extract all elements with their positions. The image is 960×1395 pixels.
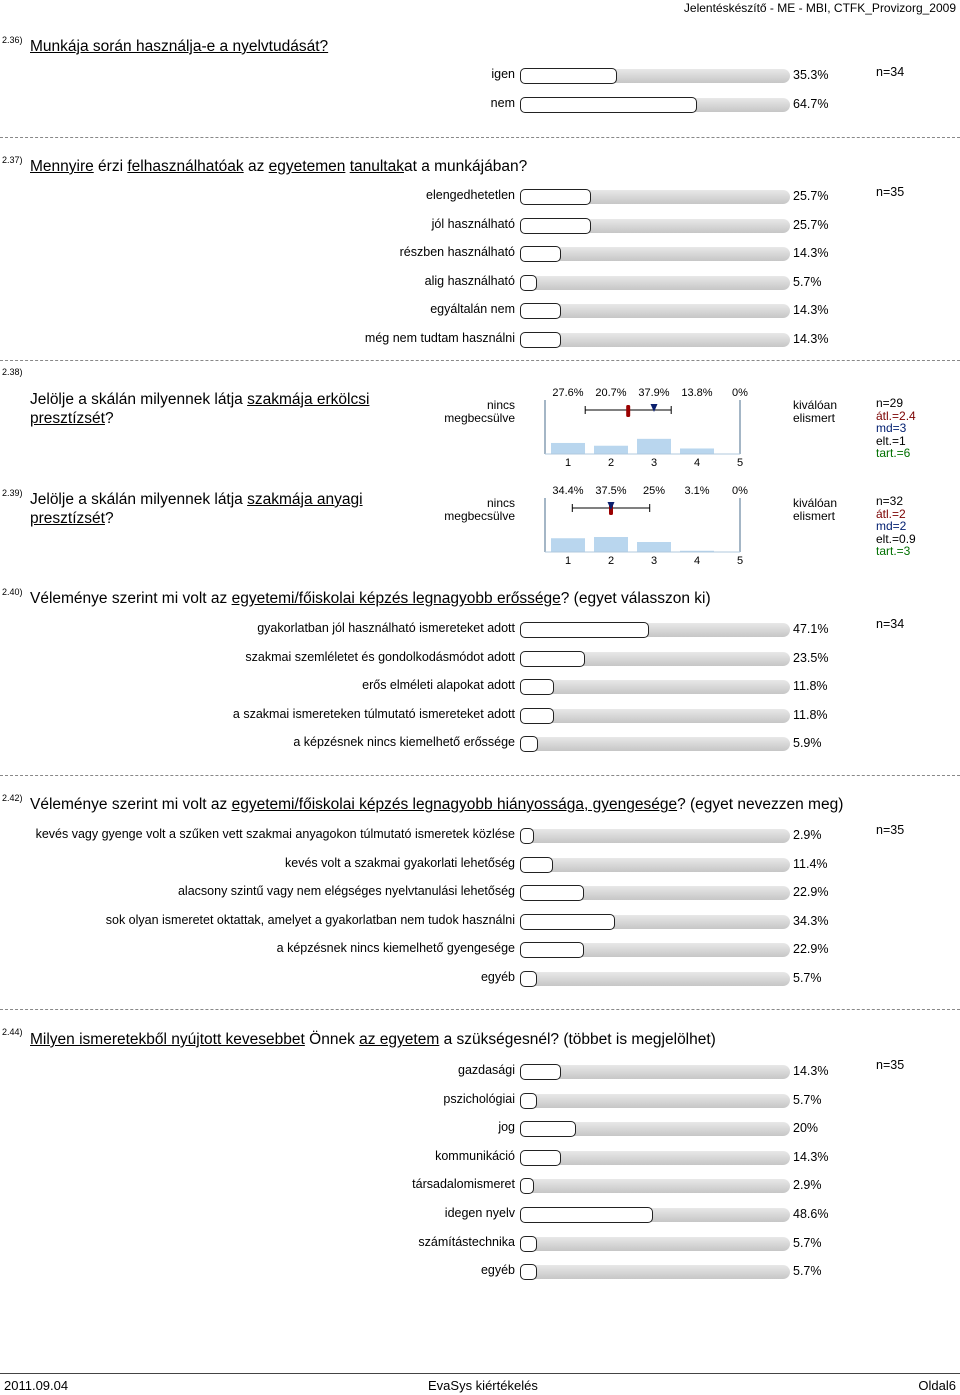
answer-percent: 2.9% [793,828,822,842]
answer-bar-fill [520,885,584,901]
answer-label: alig használható [424,273,515,288]
answer-label: szakmai szemléletet és gondolkodásmódot adott [245,649,515,664]
answer-bar-fill [520,1093,537,1109]
answer-percent: 11.8% [793,679,828,693]
answer-percent: 64.7% [793,97,829,111]
answer-percent: 5.7% [793,1264,822,1279]
scale-number: 5 [736,555,744,567]
answer-bar-track [520,1237,790,1251]
answer-percent: 5.7% [793,1092,822,1107]
answer-label: számítástechnika [418,1234,515,1249]
answer-bar-track [520,69,790,83]
answer-percent: 25.7% [793,217,829,232]
answer-bar-fill [520,68,617,84]
question-number: 2.37) [2,155,23,165]
answer-label: egyéb [480,970,515,984]
respondent-count: n=35 [876,185,905,199]
answer-label: társadalomismeret [412,1177,515,1192]
answer-percent: 5.7% [793,274,822,289]
answer-bar-track [520,623,790,637]
respondent-count: n=35 [876,823,905,837]
answer-label: egyáltalán nem [430,302,515,316]
question-number: 2.40) [2,587,23,597]
answer-bar-fill [520,275,537,291]
answer-bar-track [520,943,790,957]
answer-percent: 14.3% [793,331,829,346]
answer-bar-fill [520,303,561,319]
answer-label: jól használható [431,216,515,231]
histogram-percent: 0% [732,387,748,399]
answer-label: kevés volt a szakmai gyakorlati lehetőség [285,855,515,870]
scale-number: 3 [650,457,658,469]
scale-histogram [540,382,760,470]
histogram-percent: 25% [642,485,666,497]
answer-percent: 14.3% [793,1149,829,1164]
answer-bar-track [520,680,790,694]
answer-label: részben használható [399,245,515,259]
histogram-percent: 37.5% [595,485,627,497]
question-title: Jelölje a skálán milyennek látja szakmája erkölcsi presztízsét? [30,391,370,427]
answer-bar-fill [520,1178,534,1194]
answer-bar-track [520,1179,790,1193]
answer-bar-fill [520,1264,537,1280]
answer-label: erős elméleti alapokat adott [362,678,515,692]
scale-number: 2 [607,555,615,567]
answer-bar-track [520,1208,790,1222]
answer-bar-track [520,304,790,318]
histogram-bar [594,537,628,552]
answer-bar-track [520,1122,790,1136]
answer-label: jog [498,1120,515,1135]
histogram-percent: 3.1% [684,485,710,497]
histogram-bar [680,448,714,454]
separator [0,137,960,138]
answer-label: elengedhetetlen [426,188,515,202]
answer-label: alacsony szintű vagy nem elégséges nyelvtanulási lehetőség [177,884,515,899]
respondent-count: n=35 [876,1058,905,1072]
separator [0,360,960,361]
scale-left-label: nincs megbecsülve [444,398,515,425]
answer-label: kevés vagy gyenge volt a szűken vett szakmai anyagokon túlmutató ismeretek közlése [35,827,515,841]
answer-percent: 14.3% [793,1064,829,1078]
answer-percent: 35.3% [793,68,829,82]
answer-bar-fill [520,1064,561,1080]
answer-label: sok olyan ismeretet oktattak, amelyet a gyakorlatban nem tudok használni [105,912,515,927]
answer-percent: 34.3% [793,913,829,928]
report-header: Jelentéskészítő - ME - MBI, CTFK_Provizorg_2009 [683,1,956,15]
answer-bar-fill [520,736,538,752]
footer-date: 2011.09.04 [4,1378,69,1393]
histogram-bar [637,542,671,552]
answer-label: idegen nyelv [444,1206,515,1220]
answer-percent: 5.7% [793,971,822,985]
scale-histogram [540,480,760,568]
scale-number: 2 [607,457,615,469]
answer-bar-track [520,972,790,986]
answer-label: a képzésnek nincs kiemelhető gyengesége [276,941,515,956]
stat-abstain: tart.=6 [876,446,911,460]
respondent-count: n=34 [876,617,905,631]
answer-bar-track [520,886,790,900]
stat-median: md=2 [876,519,907,533]
answer-percent: 22.9% [793,942,829,957]
answer-percent: 22.9% [793,885,829,900]
question-number: 2.38) [2,367,23,377]
scale-right-label: kiválóan elismert [793,398,838,425]
stats-block [876,397,916,460]
answer-bar-track [520,190,790,204]
answer-bar-track [520,333,790,347]
respondent-count: n=34 [876,65,905,79]
scale-left-label: nincs megbecsülve [444,496,515,523]
question-title: Milyen ismeretekből nyújtott kevesebbet Önnek az egyetem a szükségesnél? (többet is megjelölhet) [30,1031,716,1048]
answer-label: kommunikáció [435,1148,515,1163]
answer-percent: 2.9% [793,1178,822,1193]
answer-label: igen [491,67,515,81]
answer-label: a képzésnek nincs kiemelhető erőssége [293,735,515,749]
answer-percent: 5.9% [793,736,822,750]
scale-number: 1 [564,555,572,567]
answer-bar-track [520,737,790,751]
answer-bar-fill [520,828,534,844]
answer-label: nem [490,96,515,110]
answer-label: pszichológiai [443,1091,515,1106]
answer-bar-fill [520,332,561,348]
answer-bar-track [520,709,790,723]
answer-bar-track [520,1094,790,1108]
answer-bar-fill [520,1236,537,1252]
answer-bar-fill [520,218,591,234]
answer-percent: 11.8% [793,707,828,722]
answer-bar-track [520,276,790,290]
histogram-bar [594,446,628,454]
stat-sd: elt.=1 [876,433,906,448]
answer-bar-fill [520,1150,561,1166]
question-title: Munkája során használja-e a nyelvtudását? [30,38,329,55]
stats-block [876,495,916,558]
stat-abstain: tart.=3 [876,544,911,558]
question-number: 2.39) [2,488,23,498]
answer-bar-track [520,1151,790,1165]
scale-number: 4 [693,555,701,567]
question-title: Véleménye szerint mi volt az egyetemi/főiskolai képzés legnagyobb erőssége? (egyet válasszon ki) [30,590,711,607]
question-number: 2.44) [2,1027,23,1037]
answer-bar-fill [520,246,561,262]
answer-label: egyéb [480,1263,515,1278]
answer-bar-fill [520,942,584,958]
answer-bar-track [520,219,790,233]
answer-bar-fill [520,857,553,873]
histogram-bar [637,439,671,454]
answer-label: még nem tudtam használni [364,330,515,345]
answer-bar-track [520,829,790,843]
answer-percent: 11.4% [793,856,828,871]
question-number: 2.36) [2,35,23,45]
histogram-percent: 20.7% [595,387,627,399]
answer-bar-fill [520,971,537,987]
answer-bar-track [520,652,790,666]
answer-bar-fill [520,708,554,724]
stat-mean: átl.=2 [876,506,906,521]
scale-number: 4 [693,457,701,469]
scale-number: 5 [736,457,744,469]
answer-bar-fill [520,914,615,930]
answer-bar-track [520,247,790,261]
answer-bar-fill [520,1121,576,1137]
answer-percent: 5.7% [793,1235,822,1250]
median-marker [651,404,658,412]
question-title: Jelölje a skálán milyennek látja szakmája anyagi presztízsét? [30,491,363,527]
footer-page: Oldal6 [918,1378,956,1393]
separator [0,775,960,776]
answer-bar-fill [520,97,697,113]
scale-number: 1 [564,457,572,469]
answer-bar-track [520,915,790,929]
histogram-percent: 27.6% [552,387,584,399]
answer-bar-fill [520,1207,653,1223]
median-marker [608,502,615,510]
scale-right-label: kiválóan elismert [793,496,838,523]
answer-percent: 25.7% [793,189,829,203]
stat-mean: átl.=2.4 [876,408,916,423]
answer-bar-track [520,98,790,112]
stat-n: n=29 [876,396,904,410]
answer-percent: 20% [793,1121,819,1136]
answer-label: gyakorlatban jól használható ismereteket adott [257,621,515,635]
histogram-percent: 0% [732,485,748,497]
footer-divider [0,1373,960,1374]
answer-percent: 14.3% [793,246,829,260]
stat-sd: elt.=0.9 [876,531,916,546]
scale-number: 3 [650,555,658,567]
answer-label: a szakmai ismereteken túlmutató ismereteket adott [232,706,515,721]
histogram-bar [551,443,585,454]
question-title: Véleménye szerint mi volt az egyetemi/főiskolai képzés legnagyobb hiányossága, gyengesége? (egyet nevezzen meg) [30,796,844,813]
answer-label: gazdasági [458,1063,515,1077]
answer-bar-track [520,1265,790,1279]
question-title: Mennyire érzi felhasználhatóak az egyetemen tanultakat a munkájában? [30,158,528,175]
answer-bar-track [520,1065,790,1079]
answer-percent: 23.5% [793,650,829,665]
footer-center: EvaSys kiértékelés [428,1378,538,1393]
histogram-bar [551,538,585,552]
separator [0,1009,960,1010]
question-number: 2.42) [2,793,23,803]
answer-bar-fill [520,679,554,695]
stat-n: n=32 [876,494,904,508]
answer-bar-track [520,858,790,872]
histogram-percent: 13.8% [681,387,713,399]
histogram-percent: 37.9% [638,387,670,399]
answer-bar-fill [520,651,585,667]
mean-marker [626,405,630,417]
answer-bar-fill [520,622,649,638]
answer-percent: 48.6% [793,1207,829,1221]
histogram-percent: 34.4% [552,485,584,497]
answer-percent: 14.3% [793,303,829,317]
stat-median: md=3 [876,421,907,435]
answer-percent: 47.1% [793,622,829,636]
answer-bar-fill [520,189,591,205]
